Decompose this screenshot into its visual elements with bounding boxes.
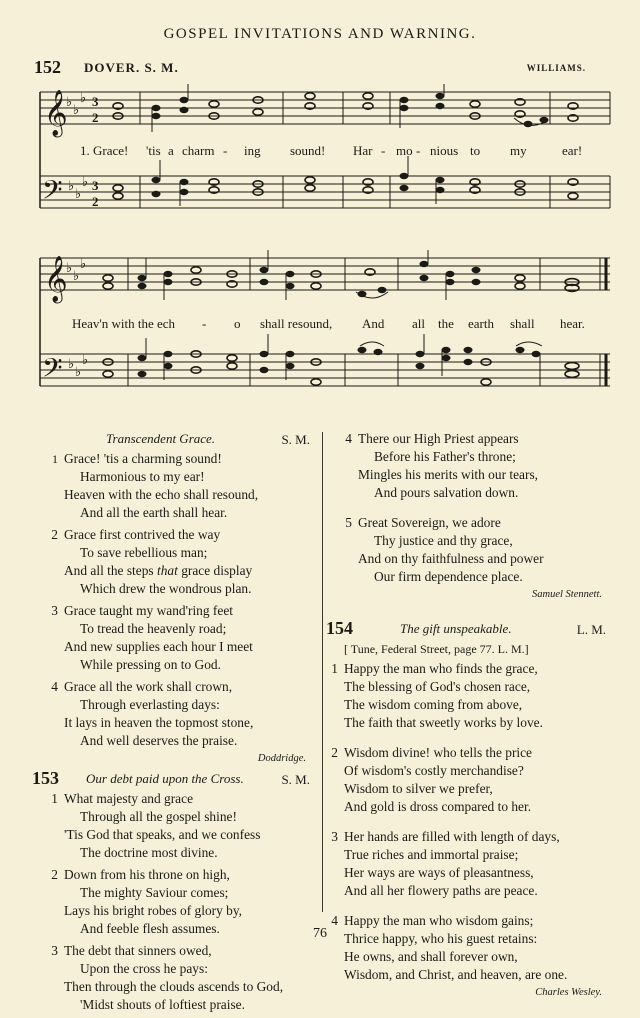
verse-line: Through everlasting days: [80, 697, 220, 712]
verse-line: Which drew the wondrous plan. [80, 581, 252, 596]
hymn-title-row [326, 618, 612, 640]
lyric-syllable: ing [244, 143, 261, 158]
verse-line: Her ways are ways of pleasantness, [344, 865, 534, 880]
hymn-meter: S. M. [281, 772, 310, 787]
verse-line: 'Tis God that speaks, and we confess [64, 827, 261, 842]
verse-line: The faith that sweetly works by love. [344, 715, 543, 730]
svg-text:♭: ♭ [73, 103, 80, 118]
verse-line: Her hands are filled with length of days, [344, 829, 560, 844]
verse-line: And on thy faithfulness and power [358, 551, 544, 566]
stanza-number: 3 [51, 603, 58, 618]
verse-line: And pours salvation down. [374, 485, 519, 500]
stanza-number: 2 [331, 745, 338, 760]
verse-line: Happy the man who finds the grace, [344, 661, 538, 676]
lyric-syllable: And [362, 316, 385, 331]
tune-reference: [ Tune, Federal Street, page 77. L. M.] [344, 642, 529, 656]
stanza-number: 5 [345, 515, 352, 530]
verse-line: To tread the heavenly road; [80, 621, 227, 636]
stanza-number: 1 [331, 661, 338, 676]
stanza [345, 514, 612, 586]
svg-text:♭: ♭ [68, 179, 75, 194]
stanza-number: 3 [331, 829, 338, 844]
verse-line: The wisdom coming from above, [344, 697, 523, 712]
lyric-syllable: earth [468, 316, 494, 331]
verse-line: Upon the cross he pays: [80, 961, 208, 976]
verse-line: 'Midst shouts of loftiest praise. [80, 997, 245, 1012]
stanza-number: 1 [51, 791, 58, 806]
lyric-syllable: all [412, 316, 425, 331]
verse-line: And all the earth shall hear. [80, 505, 228, 520]
verse-line: The doctrine most divine. [80, 845, 218, 860]
verse-line: The blessing of God's chosen race, [344, 679, 531, 694]
verse-line: Of wisdom's costly merchandise? [344, 763, 524, 778]
lyrics-line-1 [36, 143, 616, 159]
lyric-syllable: 1. Grace! [80, 143, 129, 158]
stanza [331, 660, 612, 732]
svg-text:♭: ♭ [82, 353, 89, 368]
stanza [331, 912, 612, 984]
stanza-number: 1 [52, 452, 58, 466]
hymn-title: Transcendent Grace. [106, 431, 216, 446]
verse-line: True riches and immortal praise; [344, 847, 519, 862]
time-signature-bottom: 2 [92, 110, 99, 125]
lyric-syllable: - [381, 143, 386, 158]
verse-line: Grace! 'tis a charming sound! [64, 451, 222, 466]
hymn-title: Our debt paid upon the Cross. [86, 771, 244, 786]
bass-clef-icon: 𝄢 [42, 352, 63, 390]
verse-line: The mighty Saviour comes; [80, 885, 229, 900]
bass-clef-icon: 𝄢 [42, 174, 63, 212]
lyric-syllable: nious [430, 143, 459, 158]
lyric-syllable: the [438, 316, 454, 331]
stanza [51, 602, 316, 674]
hymn-meter: L. M. [576, 622, 606, 637]
verse-line: There our High Priest appears [358, 431, 519, 446]
page-number: 76 [313, 926, 327, 941]
svg-text:♭: ♭ [66, 95, 73, 110]
lyric-syllable: charm [182, 143, 215, 158]
svg-text:♭: ♭ [75, 365, 82, 380]
lyric-syllable: - [223, 143, 228, 158]
verse-line: The debt that sinners owed, [64, 943, 212, 958]
svg-text:♭: ♭ [73, 269, 80, 284]
tune-name: DOVER. S. M. [84, 60, 179, 75]
verse-line: While pressing on to God. [80, 657, 221, 672]
verse-line: Wisdom divine! who tells the price [344, 745, 533, 760]
tune-number: 152 [34, 57, 61, 77]
lyric-syllable: my [510, 143, 527, 158]
running-head: GOSPEL INVITATIONS AND WARNING. [163, 26, 477, 42]
stanza-number: 2 [51, 867, 58, 882]
lyric-syllable: shall resound, [260, 316, 333, 331]
verse-line: Grace taught my wand'ring feet [64, 603, 233, 618]
verse-line: And gold is dross compared to her. [344, 799, 532, 814]
lyric-syllable: o [234, 316, 241, 331]
author-attribution: Charles Wesley. [535, 987, 602, 998]
time-signature-bottom-bass: 2 [92, 194, 99, 209]
hymn-title-row [32, 768, 316, 790]
time-signature-top-bass: 3 [92, 178, 99, 193]
verse-line: Thy justice and thy grace, [374, 533, 513, 548]
lyric-syllable: shall [510, 316, 535, 331]
verse-line: Happy the man who wisdom gains; [344, 913, 534, 928]
lyrics-line-2 [36, 316, 616, 332]
verse-line: And feeble flesh assumes. [80, 921, 220, 936]
verse-line: Wisdom, and Christ, and heaven, are one. [344, 967, 568, 982]
stanza [52, 450, 316, 522]
hymn-number: 153 [32, 768, 59, 788]
treble-clef-icon: 𝄞 [44, 256, 68, 302]
verse-line: Heaven with the echo shall resound, [64, 487, 259, 502]
treble-clef-icon: 𝄞 [44, 90, 68, 136]
tune-header [34, 57, 586, 75]
verse-line: Wisdom to silver we prefer, [344, 781, 493, 796]
svg-text:♭: ♭ [75, 187, 82, 202]
lyric-syllable: - [416, 143, 421, 158]
svg-text:♭: ♭ [68, 357, 75, 372]
verse-line: Before his Father's throne; [374, 449, 516, 464]
right-column [326, 430, 612, 1000]
svg-text:♭: ♭ [80, 257, 87, 272]
lyric-syllable: hear. [560, 316, 585, 331]
time-signature-top: 3 [92, 94, 99, 109]
verse-line: Through all the gospel shine! [80, 809, 237, 824]
verse-line: What majesty and grace [64, 791, 194, 806]
stanza [51, 678, 316, 750]
tune-composer: WILLIAMS. [526, 63, 586, 73]
lyric-syllable: Heav'n with the ech [72, 316, 176, 331]
lyric-syllable: ear! [562, 143, 583, 158]
stanza-number: 4 [51, 679, 58, 694]
stanza-number: 4 [345, 431, 352, 446]
hymn-meter: S. M. [281, 432, 310, 447]
stanza [51, 790, 316, 862]
verse-line: He owns, and shall forever own, [344, 949, 518, 964]
stanza-number: 2 [51, 527, 58, 542]
svg-text:♭: ♭ [66, 261, 73, 276]
svg-text:♭: ♭ [82, 175, 89, 190]
stanza [51, 942, 316, 1014]
lyric-syllable: a [168, 143, 174, 158]
lyric-syllable: to [470, 143, 481, 158]
verse-line: And well deserves the praise. [80, 733, 238, 748]
stanza [345, 430, 612, 502]
author-attribution: Samuel Stennett. [532, 589, 602, 600]
verse-line: Lays his bright robes of glory by, [64, 903, 243, 918]
verse-line: Mingles his merits with our tears, [358, 467, 539, 482]
svg-text:♭: ♭ [80, 91, 87, 106]
lyric-syllable: Har [353, 143, 373, 158]
hymn-title: The gift unspeakable. [400, 621, 512, 636]
verse-line: Harmonious to my ear! [80, 469, 205, 484]
stanza [331, 744, 612, 816]
lyric-syllable: 'tis [146, 143, 161, 158]
verse-line: Down from his throne on high, [64, 867, 230, 882]
stanza-number: 4 [331, 913, 338, 928]
lyric-syllable: sound! [290, 143, 326, 158]
lyric-syllable: mo [396, 143, 413, 158]
lyric-syllable: - [202, 316, 207, 331]
stanza [51, 526, 316, 598]
verse-line: Then through the clouds ascends to God, [64, 979, 284, 994]
hymn-number: 154 [326, 618, 353, 638]
stanza-number: 3 [51, 943, 58, 958]
verse-line: Grace first contrived the way [64, 527, 221, 542]
verse-line: Great Sovereign, we adore [358, 515, 501, 530]
verse-line: To save rebellious man; [80, 545, 208, 560]
verse-line: And all her flowery paths are peace. [344, 883, 538, 898]
verse-line: It lays in heaven the topmost stone, [64, 715, 254, 730]
stanza [331, 828, 612, 900]
verse-line: Grace all the work shall crown, [64, 679, 233, 694]
author-attribution: Doddridge. [257, 753, 306, 764]
verse-line: And all the steps that grace display [64, 563, 253, 578]
verse-line: Thrice happy, who his guest retains: [344, 931, 538, 946]
hymn-title-row [36, 430, 316, 450]
verse-line: And new supplies each hour I meet [64, 639, 253, 654]
verse-line: Our firm dependence place. [374, 569, 523, 584]
